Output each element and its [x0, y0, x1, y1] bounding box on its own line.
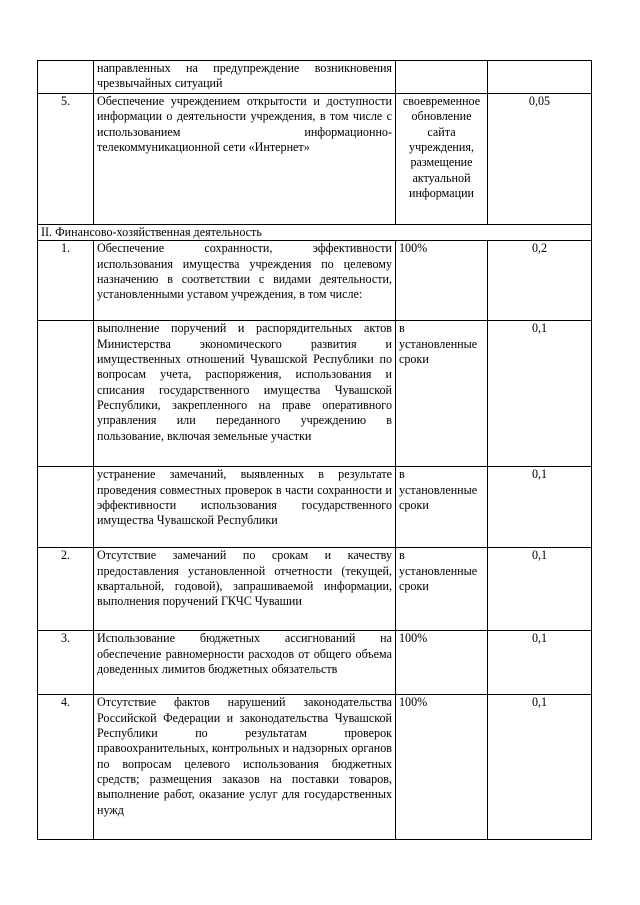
criterion-text: Обеспечение учреждением открытости и доступности информации о деятельности учреждения, в том числе с использованием информационно-телекоммуникационной сети «Интернет»	[94, 94, 396, 225]
section-row	[38, 225, 592, 241]
section-heading: II. Финансово-хозяйственная деятельность	[38, 225, 592, 241]
criterion-term: в установленные сроки	[396, 548, 488, 631]
row-number: 2.	[38, 548, 94, 631]
criterion-weight: 0,2	[488, 241, 592, 321]
criterion-weight	[488, 61, 592, 94]
criteria-table	[37, 60, 592, 840]
criterion-term: своевременное обновление сайта учреждения, размещение актуальной информации	[396, 94, 488, 225]
criterion-weight: 0,1	[488, 695, 592, 840]
criterion-text: Отсутствие фактов нарушений законодательства Российской Федерации и законодательства Чувашской Республики по результатам проверок правоохранительных, контрольных и надзорных органов по вопросам целевого использования бюджетных средств; размещения заказов на поставки товаров, выполнение работ, оказание услуг для государственных нужд	[94, 695, 396, 840]
criterion-weight: 0,1	[488, 467, 592, 548]
criterion-weight: 0,1	[488, 631, 592, 695]
criterion-text: Обеспечение сохранности, эффективности использования имущества учреждения по целевому назначению в соответствии с видами деятельности, установленными уставом учреждения, в том числе:	[94, 241, 396, 321]
criterion-text: устранение замечаний, выявленных в результате проведения совместных проверок в части сохранности и эффективности использования государственного имущества Чувашской Республики	[94, 467, 396, 548]
criterion-term: в установленные сроки	[396, 321, 488, 467]
criterion-weight: 0,05	[488, 94, 592, 225]
criterion-term: 100%	[396, 241, 488, 321]
criterion-text: направленных на предупреждение возникновения чрезвычайных ситуаций	[94, 61, 396, 94]
criterion-term: 100%	[396, 631, 488, 695]
table-row	[38, 94, 592, 225]
criterion-text: Отсутствие замечаний по срокам и качеству предоставления установленной отчетности (текущей, квартальной, годовой), запрашиваемой информации, выполнения поручений ГКЧС Чувашии	[94, 548, 396, 631]
row-number	[38, 61, 94, 94]
criterion-weight: 0,1	[488, 321, 592, 467]
row-number: 1.	[38, 241, 94, 321]
criterion-text: Использование бюджетных ассигнований на обеспечение равномерности расходов от общего объема доведенных лимитов бюджетных обязательств	[94, 631, 396, 695]
table-row	[38, 631, 592, 695]
table-row	[38, 61, 592, 94]
table-row	[38, 548, 592, 631]
row-number: 4.	[38, 695, 94, 840]
table-row	[38, 695, 592, 840]
table-row	[38, 467, 592, 548]
row-number: 5.	[38, 94, 94, 225]
row-number	[38, 467, 94, 548]
criterion-text: выполнение поручений и распорядительных актов Министерства экономического развития и имущественных отношений Чувашской Республики по вопросам учета, распоряжения, использования и списания государственного имущества Чувашской Республики, закрепленного на праве оперативного управления или переданного учреждению в пользование, включая земельные участки	[94, 321, 396, 467]
criterion-term: 100%	[396, 695, 488, 840]
row-number	[38, 321, 94, 467]
table-row	[38, 321, 592, 467]
row-number: 3.	[38, 631, 94, 695]
criterion-term: в установленные сроки	[396, 467, 488, 548]
criterion-term	[396, 61, 488, 94]
criterion-weight: 0,1	[488, 548, 592, 631]
table-row	[38, 241, 592, 321]
